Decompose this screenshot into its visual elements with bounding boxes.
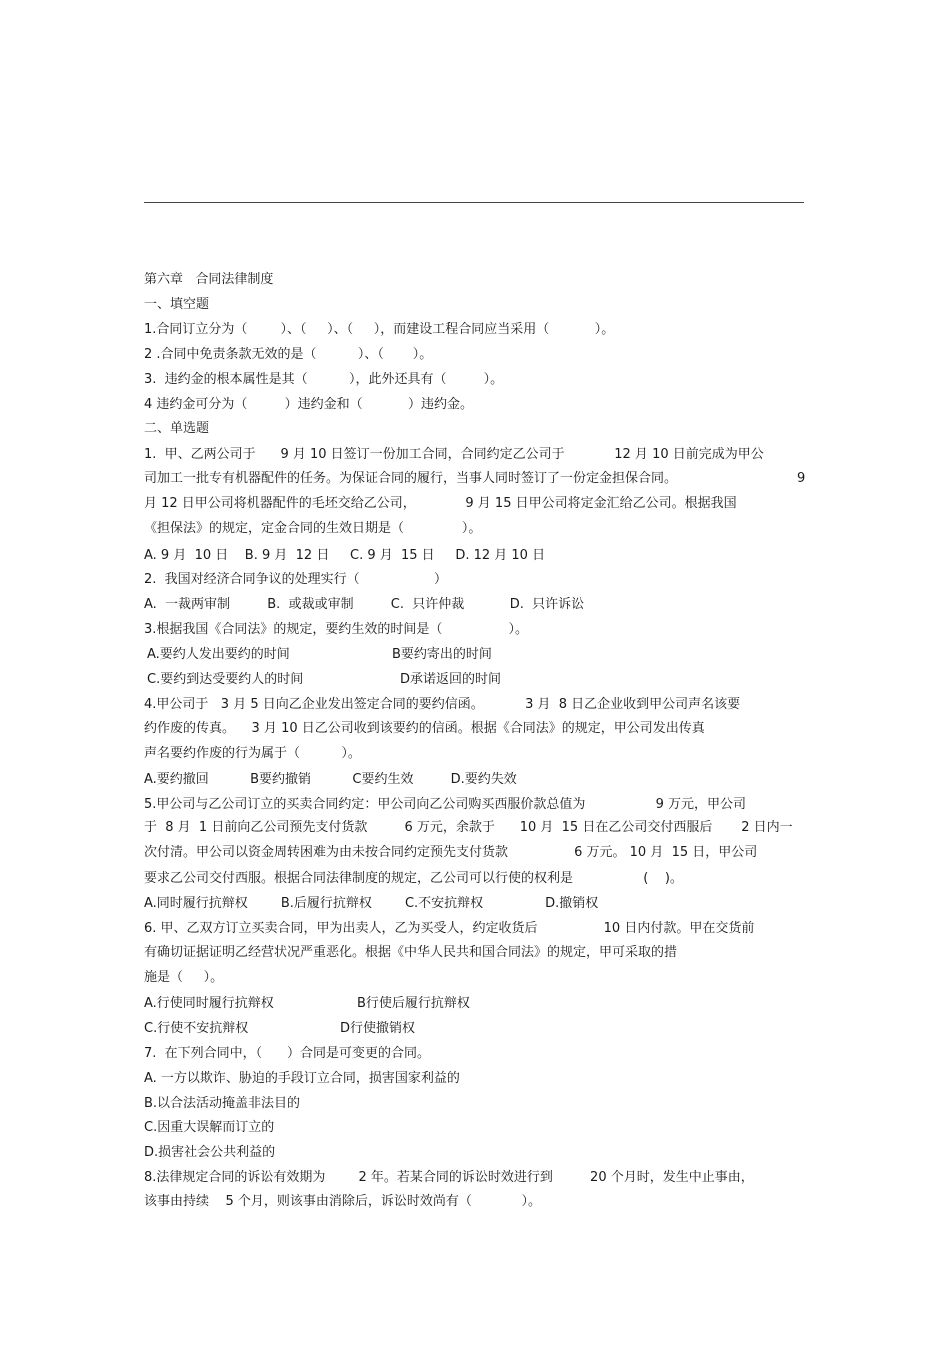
q1-options: A. 9 月 10 日 B. 9 月 12 日 C. 9 月 15 日 D. 12 月 10 日 [144,548,546,563]
q6-option-c: C.行使不安抗辩权 [144,1021,249,1036]
q8-line2: 该事由持续 5 个月，则该事由消除后，诉讼时效尚有（ ）。 [144,1194,542,1209]
q8-line1: 8.法律规定合同的诉讼有效期为 2 年。若某合同的诉讼时效进行到 20 个月时，发生中止事由， [144,1170,754,1185]
section1-title: 一、填空题 [144,297,210,312]
q2-options: A. 一裁两审制 B. 或裁或审制 C. 只许仲裁 D. 只许诉讼 [144,597,585,612]
q7-stem: 7. 在下列合同中，（ ）合同是可变更的合同。 [144,1046,430,1061]
q5-line3: 次付清。甲公司以资金周转困难为由未按合同约定预先支付货款 6 万元。 10 月 15 日，甲公司 [144,845,758,860]
q6-option-b: B行使后履行抗辩权 [357,996,470,1011]
q1-line3: 月 12 日甲公司将机器配件的毛坯交给乙公司， 9 月 15 日甲公司将定金汇给乙公司。根据我国 [144,496,737,511]
header-rule [144,202,804,203]
q5-line2: 于 8 月 1 日前向乙公司预先支付货款 6 万元，余款于 10 月 15 日在乙公司交付西服后 2 日内一 [144,820,793,835]
fill-q2: 2 .合同中免责条款无效的是（ ）、（ ）。 [144,347,433,362]
q3-stem: 3.根据我国《合同法》的规定，要约生效的时间是（ ）。 [144,622,529,637]
q4-options: A.要约撤回 B要约撤销 C要约生效 D.要约失效 [144,772,517,787]
fill-q3: 3. 违约金的根本属性是其（ ），此外还具有（ ）。 [144,372,504,387]
q7-option-b: B.以合法活动掩盖非法目的 [144,1096,301,1111]
q4-line1: 4.甲公司于 3 月 5 日向乙企业发出签定合同的要约信函。 3 月 8 日乙企业收到甲公司声名该要 [144,697,741,712]
q6-option-d: D行使撤销权 [340,1021,416,1036]
q6-option-a: A.行使同时履行抗辩权 [144,996,274,1011]
q6-line3: 施是（ ）。 [144,970,224,985]
q7-option-a: A. 一方以欺诈、胁迫的手段订立合同，损害国家利益的 [144,1071,460,1086]
chapter-title: 第六章 合同法律制度 [144,272,274,287]
section2-title: 二、单选题 [144,421,210,436]
fill-q4: 4 违约金可分为（ ）违约金和（ ）违约金。 [144,397,474,412]
q2-stem: 2. 我国对经济合同争议的处理实行（ ） [144,572,448,587]
q6-line1: 6. 甲、乙双方订立买卖合同，甲为出卖人，乙为买受人，约定收货后 10 日内付款。甲在交货前 [144,921,755,936]
q4-line3: 声名要约作废的行为属于（ ）。 [144,746,361,761]
q5-line1: 5.甲公司与乙公司订立的买卖合同约定：甲公司向乙公司购买西服价款总值为 9 万元，甲公司 [144,797,747,812]
q4-line2: 约作废的传真。 3 月 10 日乙公司收到该要约的信函。根据《合同法》的规定，甲公司发出传真 [144,721,705,736]
q6-line2: 有确切证据证明乙经营状况严重恶化。根据《中华人民共和国合同法》的规定，甲可采取的措 [144,945,678,960]
q7-option-c: C.因重大误解而订立的 [144,1120,275,1135]
q1-line4: 《担保法》的规定，定金合同的生效日期是（ ）。 [144,521,482,536]
q1-line1: 1. 甲、乙两公司于 9 月 10 日签订一份加工合同，合同约定乙公司于 12 月 10 日前完成为甲公 [144,447,764,462]
q5-options: A.同时履行抗辩权 B.后履行抗辩权 C.不安抗辩权 D.撤销权 [144,896,599,911]
q3-option-d: D承诺返回的时间 [400,672,502,687]
q1-line2-end: 9 [797,471,806,486]
q3-option-b: B要约寄出的时间 [392,647,492,662]
fill-q1: 1.合同订立分为（ ）、（ ）、（ ），而建设工程合同应当采用（ ）。 [144,322,615,337]
q1-line2: 司加工一批专有机器配件的任务。为保证合同的履行，当事人同时签订了一份定金担保合同。 [144,471,678,486]
q7-option-d: D.损害社会公共利益的 [144,1145,276,1160]
q3-option-c: C.要约到达受要约人的时间 [147,672,304,687]
q3-option-a: A.要约人发出要约的时间 [147,647,290,662]
q5-line4: 要求乙公司交付西服。根据合同法律制度的规定，乙公司可以行使的权利是 ( )。 [144,871,683,886]
